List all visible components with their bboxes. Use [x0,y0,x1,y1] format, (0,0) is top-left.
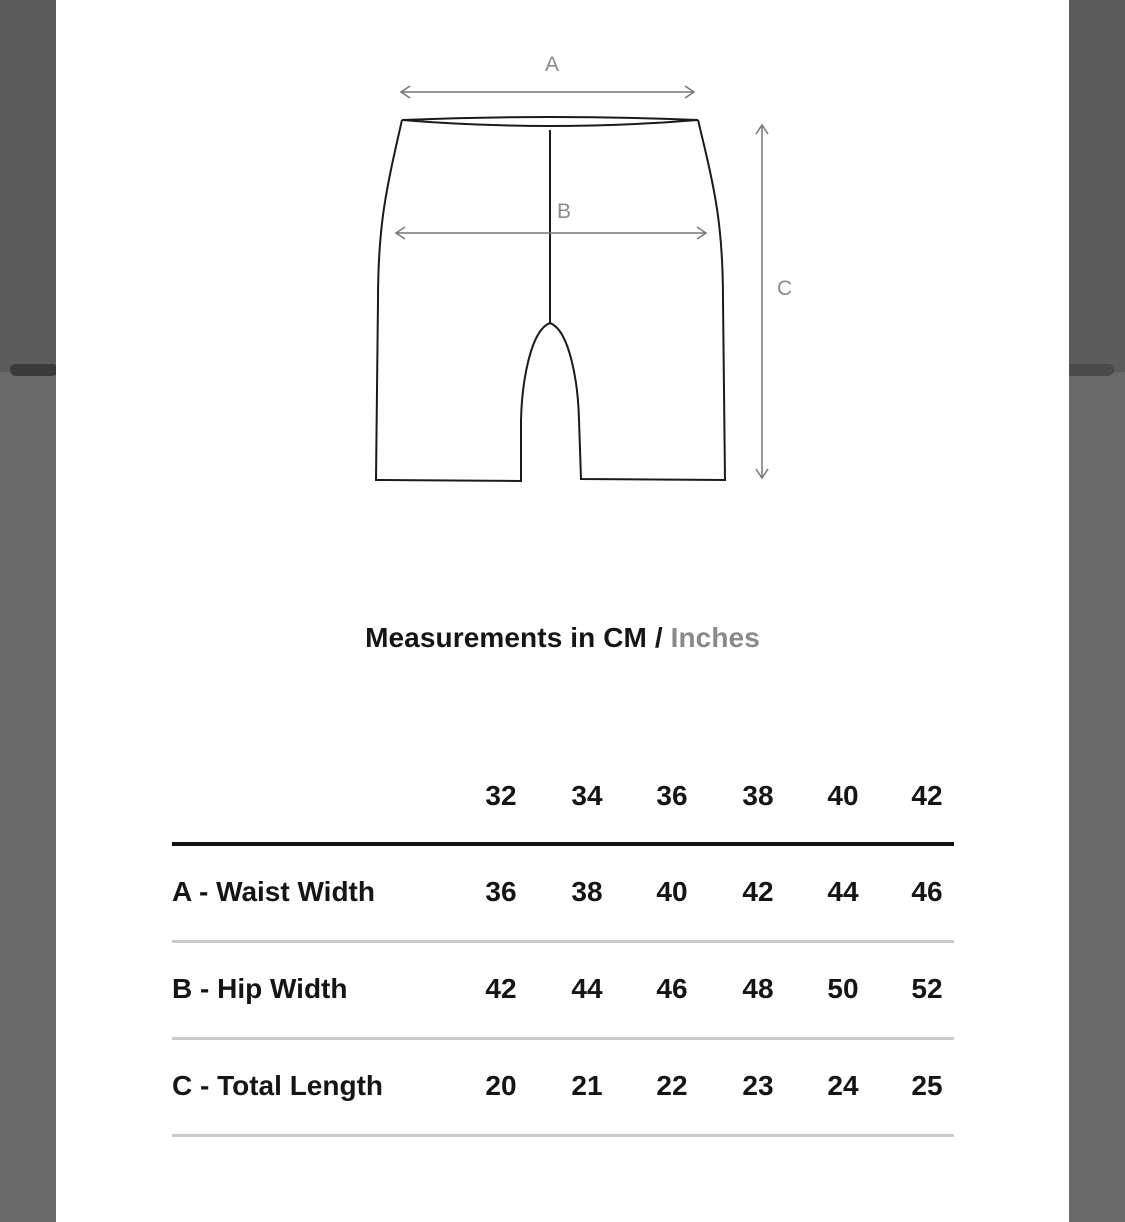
row-label: A - Waist Width [172,876,375,907]
size-chart-sheet [56,0,1069,1222]
table-cell: 20 [485,1070,517,1101]
row-divider [172,1134,954,1137]
table-cell: 22 [656,1070,688,1101]
diagram-label-b: B [557,200,572,223]
table-cell: 42 [485,973,517,1004]
table-cell: 38 [571,876,603,907]
size-header-cell: 34 [571,780,603,811]
table-cell: 44 [571,973,603,1004]
size-header-cell: 32 [485,780,517,811]
waist-width-arrow-icon [401,86,694,98]
table-cell: 42 [742,876,774,907]
size-table [172,770,954,1137]
table-cell: 40 [656,876,688,907]
total-length-arrow-icon [756,125,768,478]
diagram-label-c: C [777,277,793,300]
diagram-label-a: A [545,53,560,76]
shorts-diagram [56,0,1069,520]
table-cell: 21 [571,1070,603,1101]
size-header-cell: 42 [911,780,943,811]
measurements-heading [56,622,1069,654]
table-cell: 50 [827,973,859,1004]
table-row [172,943,954,1037]
row-label: B - Hip Width [172,973,348,1004]
size-header-row [172,770,954,842]
table-row [172,846,954,940]
size-header-cell: 36 [656,780,688,811]
table-row [172,1040,954,1134]
table-cell: 24 [827,1070,859,1101]
size-header-cell: 38 [742,780,774,811]
shorts-outline-icon [376,117,725,481]
table-cell: 44 [827,876,859,907]
sheet-drag-handle-left[interactable] [10,364,58,376]
table-cell: 36 [485,876,517,907]
sheet-drag-handle-right[interactable] [1066,364,1114,376]
heading-unit-inches-toggle[interactable]: Inches [670,622,760,653]
table-cell: 48 [742,973,774,1004]
table-cell: 46 [656,973,688,1004]
heading-unit-cm: Measurements in CM / [365,622,671,653]
table-cell: 23 [742,1070,774,1101]
table-cell: 52 [911,973,943,1004]
row-label: C - Total Length [172,1070,383,1101]
table-cell: 46 [911,876,943,907]
table-cell: 25 [911,1070,943,1101]
size-header-cell: 40 [827,780,859,811]
